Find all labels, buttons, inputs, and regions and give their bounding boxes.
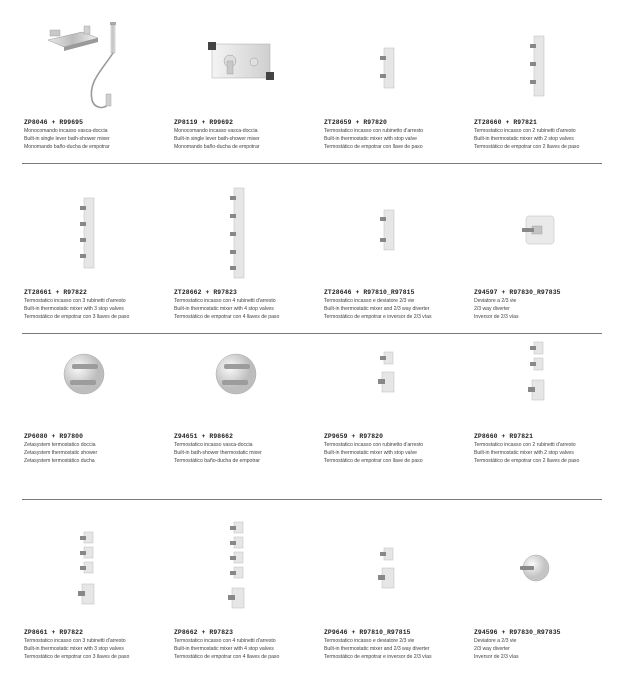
separate-plates-diverter-icon [322,510,472,628]
description-en: Built-in thermostatic mixer with 3 stop valves [24,646,124,652]
description-es: Termostático de empotrar e inversor de 2/3 vías [324,314,432,320]
description-es: Termostático de empotrar con 2 llaves de paso [474,458,580,464]
product-card [472,510,621,678]
row-divider [22,499,602,500]
vertical-plate-3-icon [472,0,621,118]
catalog-row-2 [0,170,621,338]
product-card [472,170,621,338]
product-card [172,314,322,482]
vertical-plate-5-icon [172,170,322,288]
description-en: Built-in single lever bath-shower mixer [174,136,260,142]
description-es: Termostático de empotrar con 2 llaves de paso [474,144,580,150]
square-diverter-icon [472,170,621,288]
single-lever-plate-icon [172,0,322,118]
description-it: Termostatico incasso e deviatore 2/3 vie [324,298,415,304]
vertical-plate-4-icon [22,170,172,288]
description-it: Termostatico incasso vasca-doccia [174,442,253,448]
vertical-plate-2-icon [322,0,472,118]
description-it: Termostatico incasso e deviatore 2/3 vie [324,638,415,644]
description-en: Built-in thermostatic mixer with 3 stop valves [24,306,124,312]
description-it: Monocomando incasso vasca-doccia [174,128,258,134]
separate-plates-5-icon [172,510,322,628]
description-it: Termostatico incasso con rubinetto d'arresto [324,442,424,448]
round-bath-thermostat-icon [172,314,322,432]
description-it: Termostatico incasso con 4 rubinetti d'arresto [174,298,276,304]
product-code: Z94596 + R97830_R97835 [474,629,561,636]
description-it: Termostatico incasso con 4 rubinetti d'arresto [174,638,276,644]
catalog-row-3 [0,314,621,482]
description-es: Termostático de empotrar e inversor de 2/3 vías [324,654,432,660]
description-en: Built-in thermostatic mixer with 4 stop valves [174,306,274,312]
description-en: Built-in thermostatic mixer with stop valve [324,450,417,456]
description-en: Built-in single lever bath-shower mixer [24,136,110,142]
product-code: ZP8661 + R97822 [24,629,84,636]
description-es: Termostático de empotrar con llave de paso [324,144,423,150]
product-card [22,0,172,168]
product-code: ZP6080 + R97800 [24,433,84,440]
product-code: ZP9659 + R97820 [324,433,384,440]
description-es: Inversor de 2/3 vías [474,654,519,660]
description-it: Termostatico incasso con 3 rubinetti d'arresto [24,638,126,644]
description-es: Termostático de empotrar con 4 llaves de paso [174,314,280,320]
description-en: Built-in thermostatic mixer with 2 stop valves [474,136,574,142]
product-code: ZT28662 + R97823 [174,289,237,296]
product-code: Z94597 + R97830_R97835 [474,289,561,296]
description-en: Built-in thermostatic mixer with stop valve [324,136,417,142]
product-code: Z94651 + R98662 [174,433,234,440]
product-card [172,170,322,338]
description-es: Termostático baño-ducha de empotrar [174,458,260,464]
product-card [472,314,621,482]
catalog-row-4 [0,510,621,678]
product-code: ZP8119 + R99692 [174,119,234,126]
description-it: Deviatore a 2/3 vie [474,638,517,644]
separate-plates-2-icon [322,314,472,432]
row-divider [22,163,602,164]
vertical-plate-diverter-icon [322,170,472,288]
catalog-row-1 [0,0,621,168]
product-code: ZT28659 + R97820 [324,119,387,126]
description-en: Built-in thermostatic mixer and 2/3 way diverter [324,646,430,652]
description-en: 2/3 way diverter [474,306,510,312]
description-es: Zetasystem termostático ducha [24,458,95,464]
description-es: Inversor de 2/3 vías [474,314,519,320]
product-card [22,510,172,678]
description-en: Built-in bath-shower thermostatic mixer [174,450,262,456]
description-it: Monocomando incasso vasca-doccia [24,128,108,134]
product-card [472,0,621,168]
round-thermostat-icon [22,314,172,432]
product-code: ZT28646 + R97810_R97815 [324,289,415,296]
separate-plates-4-icon [22,510,172,628]
description-it: Termostatico incasso con 3 rubinetti d'arresto [24,298,126,304]
description-es: Monomando baño-ducha de empotrar [24,144,110,150]
product-code: ZT28660 + R97821 [474,119,537,126]
description-it: Termostatico incasso con 2 rubinetti d'arresto [474,128,576,134]
product-card [172,510,322,678]
product-code: ZP9646 + R97810_R97815 [324,629,411,636]
description-it: Termostatico incasso con 2 rubinetti d'arresto [474,442,576,448]
product-card [322,314,472,482]
description-es: Termostático de empotrar con llave de paso [324,458,423,464]
description-it: Zetasystem termostatico doccia [24,442,96,448]
product-code: ZP8660 + R97821 [474,433,534,440]
description-it: Deviatore a 2/3 vie [474,298,517,304]
description-en: Built-in thermostatic mixer and 2/3 way diverter [324,306,430,312]
description-it: Termostatico incasso con rubinetto d'arresto [324,128,424,134]
description-en: Built-in thermostatic mixer with 4 stop valves [174,646,274,652]
product-card [322,0,472,168]
description-en: Built-in thermostatic mixer with 2 stop valves [474,450,574,456]
description-es: Termostático de empotrar con 3 llaves de paso [24,314,130,320]
product-card [322,510,472,678]
description-es: Termostático de empotrar con 4 llaves de paso [174,654,280,660]
description-en: Zetasystem thermostatic shower [24,450,98,456]
description-es: Monomando baño-ducha de empotrar [174,144,260,150]
product-card [322,170,472,338]
product-code: ZT28661 + R97822 [24,289,87,296]
separate-plates-3-icon [472,314,621,432]
description-en: 2/3 way diverter [474,646,510,652]
product-code: ZP8046 + R99695 [24,119,84,126]
product-card [172,0,322,168]
product-card [22,314,172,482]
bath-shower-set-icon [22,0,172,118]
product-card [22,170,172,338]
round-diverter-icon [472,510,621,628]
product-code: ZP8662 + R97823 [174,629,234,636]
description-es: Termostático de empotrar con 3 llaves de paso [24,654,130,660]
